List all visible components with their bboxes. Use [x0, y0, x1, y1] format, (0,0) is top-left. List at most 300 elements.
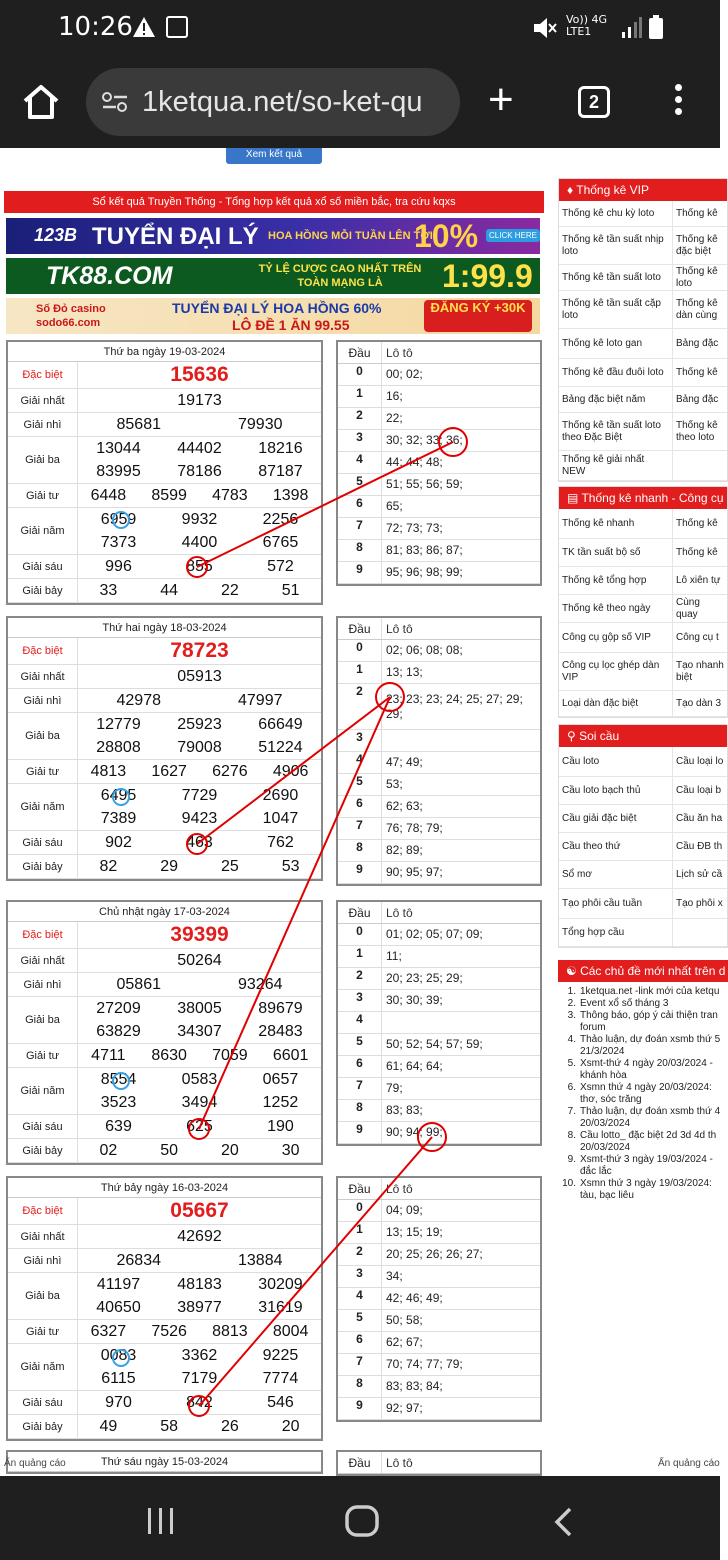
- back-icon[interactable]: [552, 1506, 576, 1538]
- prize-number: 3494: [181, 1094, 218, 1111]
- sidebar-link[interactable]: Thống kê tổng hợp: [559, 567, 673, 594]
- prize-number: 6327: [90, 1323, 127, 1340]
- topic-link[interactable]: Thảo luận, dự đoán xsmb thứ 5 21/3/2024: [580, 1034, 721, 1057]
- prize-number: 4400: [181, 534, 218, 551]
- loto-head-digit: 3: [338, 730, 382, 751]
- loto-head-digit: 9: [338, 1122, 382, 1143]
- result-date: Thứ bảy ngày 16-03-2024: [8, 1178, 321, 1198]
- prize-number: 6959: [100, 511, 137, 528]
- loto-numbers: 11;: [386, 949, 402, 963]
- sidebar-link[interactable]: Thống kê chu kỳ loto: [559, 201, 673, 226]
- prize-label: Đặc biệt: [8, 922, 78, 948]
- prize-number: 190: [267, 1118, 294, 1135]
- prize-number: 4711: [91, 1047, 126, 1064]
- sidebar-link[interactable]: Lịch sử cầ: [676, 868, 723, 880]
- prize-number: 546: [267, 1394, 294, 1411]
- system-nav-bar: [0, 1476, 720, 1560]
- prize-number: 1252: [262, 1094, 299, 1111]
- loto-numbers-label: Lô tô: [386, 906, 413, 920]
- sidebar-link[interactable]: Tạo phôi cầu tuần: [559, 889, 673, 918]
- prize-label: Giải tư: [8, 1320, 78, 1343]
- loto-head-digit: 3: [338, 1266, 382, 1287]
- prize-number: 0583: [181, 1071, 218, 1088]
- prize-label: Giải nhất: [8, 949, 78, 972]
- loto-head-digit: 5: [338, 1310, 382, 1331]
- prize-number: 05913: [177, 668, 222, 685]
- loto-head-digit: 5: [338, 1034, 382, 1055]
- loto-head-digit: 8: [338, 1100, 382, 1121]
- tab-switcher-button[interactable]: 2: [578, 86, 610, 118]
- loto-head-digit: 9: [338, 1398, 382, 1419]
- banner-cta: ĐĂNG KÝ +30K: [424, 300, 532, 332]
- loto-numbers: 20; 23; 25; 29;: [386, 971, 463, 985]
- prize-number: 66649: [258, 716, 303, 733]
- loto-head-digit: 6: [338, 1332, 382, 1353]
- topic-link[interactable]: 1ketqua.net -link mới của ketqu: [580, 986, 720, 997]
- prize-number: 4813: [90, 763, 127, 780]
- result-date: Thứ sáu ngày 15-03-2024: [8, 1452, 321, 1472]
- prize-number: 33: [99, 582, 118, 599]
- prize-number: 34307: [177, 1023, 222, 1040]
- prize-number: 02: [99, 1142, 118, 1159]
- prize-label: Đặc biệt: [8, 1198, 78, 1224]
- sidebar-link[interactable]: Bảng đặc: [676, 337, 719, 349]
- topics-title: ☯ Các chủ đề mới nhất trên d: [558, 960, 728, 982]
- loto-numbers: 76; 78; 79;: [386, 821, 443, 835]
- prize-number: 12779: [96, 716, 141, 733]
- loto-numbers: 50; 58;: [386, 1313, 423, 1327]
- loto-numbers: 81; 83; 86; 87;: [386, 543, 463, 557]
- sidebar-link[interactable]: Tạo nhanh biệt: [676, 659, 724, 683]
- sidebar-link[interactable]: Thống kê loto gan: [559, 329, 673, 358]
- prize-number: 93264: [238, 976, 283, 993]
- sidebar-link[interactable]: Bảng đặc: [676, 393, 719, 405]
- loto-numbers: 20; 25; 26; 26; 27;: [386, 1247, 483, 1261]
- prize-label: Giải tư: [8, 484, 78, 507]
- url-text: 1ketqua.net/so-ket-qu: [142, 86, 423, 118]
- loto-numbers-label: Lô tô: [386, 346, 413, 360]
- prize-label: Giải năm: [8, 784, 78, 830]
- topic-number: 8.: [567, 1130, 576, 1141]
- prize-number: 26834: [116, 1252, 161, 1269]
- prize-number: 83995: [96, 463, 141, 480]
- sidebar-link[interactable]: Thống kê tần suất cặp loto: [559, 291, 673, 328]
- sidebar-link[interactable]: Lô xiên tự: [676, 574, 721, 586]
- topic-link[interactable]: Xsmt-thứ 3 ngày 19/03/2024 - đắc lắc: [580, 1154, 713, 1177]
- sidebar-link[interactable]: Thống kê: [676, 207, 718, 219]
- prize-number: 1398: [272, 487, 309, 504]
- prize-number: 9932: [181, 511, 218, 528]
- prize-number: 7373: [100, 534, 137, 551]
- loto-head-digit: 8: [338, 840, 382, 861]
- prize-number: 05667: [170, 1199, 229, 1222]
- prize-label: Giải ba: [8, 437, 78, 483]
- loto-head-digit: 0: [338, 640, 382, 661]
- prize-number: 9423: [181, 810, 218, 827]
- loto-numbers: 44; 44; 48;: [386, 455, 443, 469]
- sidebar-link[interactable]: Thống kê theo loto: [676, 419, 718, 443]
- sidebar-link[interactable]: Thống kê nhanh: [559, 509, 673, 538]
- prize-number: 7774: [262, 1370, 299, 1387]
- loto-numbers: 90; 94; 99;: [386, 1125, 443, 1139]
- prize-number: 8813: [212, 1323, 248, 1340]
- prize-label: Giải nhất: [8, 389, 78, 412]
- red-connector-line: [197, 442, 453, 567]
- loto-numbers: 90; 95; 97;: [386, 865, 443, 879]
- prize-label: Giải năm: [8, 508, 78, 554]
- prize-number: 87187: [258, 463, 303, 480]
- prize-number: 20: [220, 1142, 239, 1159]
- prize-number: 625: [186, 1118, 213, 1135]
- page-header: Sổ kết quả Truyền Thống - Tổng hợp kết quả xổ số miền bắc, tra cứu kqxs: [4, 191, 544, 213]
- prize-number: 89679: [258, 1000, 303, 1017]
- status-bar: [0, 0, 720, 56]
- topic-number: 4.: [567, 1034, 576, 1045]
- loto-head-digit: 9: [338, 862, 382, 883]
- prize-number: 25923: [177, 716, 222, 733]
- topic-link[interactable]: Xsmt-thứ 4 ngày 20/03/2024 - khánh hòa: [580, 1058, 713, 1081]
- hide-ad-link-right[interactable]: Ẩn quảng cáo: [658, 1458, 720, 1469]
- loto-numbers: 92; 97;: [386, 1401, 423, 1415]
- loto-numbers: 47; 49;: [386, 755, 423, 769]
- red-connector-line: [199, 1137, 432, 1406]
- loto-numbers: 30; 32; 33; 36;: [386, 433, 463, 447]
- prize-number: 28483: [258, 1023, 303, 1040]
- prize-number: 7179: [181, 1370, 218, 1387]
- prize-number: 4783: [212, 487, 248, 504]
- prize-number: 4906: [272, 763, 309, 780]
- prize-number: 0083: [100, 1347, 137, 1364]
- banner-brand: Số Đỏ casino sodo66.com: [36, 303, 106, 329]
- prize-number: 39399: [170, 923, 229, 946]
- banner-text: TUYỂN ĐẠI LÝ: [92, 223, 259, 250]
- prize-number: 27209: [96, 1000, 141, 1017]
- banner-text: TUYỂN ĐẠI LÝ HOA HỒNG 60%: [172, 300, 382, 316]
- loto-numbers-label: Lô tô: [386, 1456, 413, 1470]
- loto-numbers: 61; 64; 64;: [386, 1059, 443, 1073]
- banner-brand: 123B: [34, 225, 78, 245]
- loto-numbers: 83; 83; 84;: [386, 1379, 443, 1393]
- sidebar-link[interactable]: Thống kê đầu đuôi loto: [559, 359, 673, 386]
- prize-number: 58: [160, 1418, 179, 1435]
- prize-number: 7526: [151, 1323, 187, 1340]
- prize-number: 79008: [177, 739, 222, 756]
- prize-label: Giải bảy: [8, 855, 78, 878]
- sidebar-link[interactable]: Sổ mơ: [559, 861, 673, 888]
- blue-circle-marker: [113, 1073, 129, 1089]
- loto-numbers: 42; 46; 49;: [386, 1291, 443, 1305]
- prize-label: Giải năm: [8, 1344, 78, 1390]
- prize-number: 42978: [116, 692, 161, 709]
- prize-number: 50264: [177, 952, 222, 969]
- prize-label: Giải tư: [8, 1044, 78, 1067]
- loto-numbers: 13; 13;: [386, 665, 423, 679]
- sidebar-link[interactable]: Công cụ t: [676, 631, 719, 643]
- loto-head-label: Đầu: [338, 1452, 382, 1473]
- sidebar-link[interactable]: Thống kê: [676, 517, 718, 529]
- prize-number: 0657: [262, 1071, 299, 1088]
- sidebar-link[interactable]: Tạo phôi x: [676, 897, 723, 909]
- hide-ad-link-left[interactable]: Ẩn quảng cáo: [4, 1458, 66, 1469]
- sidebar-link[interactable]: Cầu loại b: [676, 784, 722, 796]
- loto-numbers: 22;: [386, 411, 403, 425]
- banner-sub: LÔ ĐỀ 1 ĂN 99.55: [232, 317, 350, 333]
- site-settings-icon[interactable]: [102, 92, 128, 112]
- sidebar-link[interactable]: Cùng quay: [676, 596, 700, 620]
- prize-label: Giải nhì: [8, 689, 78, 712]
- sidebar-link[interactable]: Thống kê theo ngày: [559, 595, 673, 622]
- loto-head-digit: 1: [338, 946, 382, 967]
- prize-number: 6495: [100, 787, 137, 804]
- prize-number: 8004: [272, 1323, 309, 1340]
- loto-numbers: 02; 06; 08; 08;: [386, 643, 463, 657]
- annotation-overlay: [0, 148, 720, 1476]
- sidebar-link[interactable]: Thống kê tần suất nhịp loto: [559, 227, 673, 264]
- prize-number: 842: [186, 1394, 213, 1411]
- loto-numbers: 83; 83;: [386, 1103, 423, 1117]
- sidebar-link[interactable]: Cầu ĐB th: [676, 840, 723, 852]
- loto-head-digit: 9: [338, 562, 382, 583]
- sidebar-link[interactable]: Cầu theo thứ: [559, 833, 673, 860]
- loto-head-digit: 2: [338, 968, 382, 989]
- sidebar-link[interactable]: Loại dàn đặc biệt: [559, 691, 673, 716]
- prize-label: Giải năm: [8, 1068, 78, 1114]
- prize-number: 30209: [258, 1276, 303, 1293]
- loto-numbers-label: Lô tô: [386, 1182, 413, 1196]
- banner-brand: TK88.COM: [46, 262, 173, 290]
- loto-head-label: Đầu: [338, 618, 382, 639]
- loto-numbers: 95; 96; 98; 99;: [386, 565, 463, 579]
- sidebar-link[interactable]: Cầu giải đặc biệt: [559, 805, 673, 832]
- prize-number: 20: [281, 1418, 300, 1435]
- prize-label: Giải sáu: [8, 831, 78, 854]
- prize-number: 2256: [262, 511, 299, 528]
- result-date: Thứ ba ngày 19-03-2024: [8, 342, 321, 362]
- vip-stats-title: ♦ Thống kê VIP: [559, 179, 727, 201]
- loto-numbers: 82; 89;: [386, 843, 423, 857]
- banner-text: TỶ LỆ CƯỢC CAO NHẤT TRÊN TOÀN MẠNG LÀ: [258, 263, 422, 289]
- banner-sub: HOA HỒNG MỖI TUẦN LÊN TỚI: [268, 230, 433, 242]
- prize-number: 6765: [262, 534, 299, 551]
- prize-number: 18216: [258, 440, 303, 457]
- banner-big: 1:99.9: [442, 258, 533, 294]
- warning-icon: [132, 16, 156, 38]
- sidebar-link[interactable]: Tổng hợp cầu: [559, 919, 673, 946]
- prize-number: 7729: [181, 787, 218, 804]
- sidebar-link[interactable]: Bảng đặc biệt năm: [559, 387, 673, 412]
- topic-number: 7.: [567, 1106, 576, 1117]
- sidebar-link[interactable]: Thống kê loto: [676, 265, 718, 289]
- loto-numbers: 34;: [386, 1269, 403, 1283]
- loto-numbers: 30; 30; 39;: [386, 993, 443, 1007]
- red-markers: [187, 428, 467, 1416]
- prize-number: 30: [281, 1142, 300, 1159]
- prize-number: 51224: [258, 739, 303, 756]
- prize-number: 78723: [170, 639, 229, 662]
- loto-numbers: 70; 74; 77; 79;: [386, 1357, 463, 1371]
- sidebar-link[interactable]: TK tần suất bộ số: [559, 539, 673, 566]
- loto-head-digit: 0: [338, 1200, 382, 1221]
- loto-numbers: 72; 73; 73;: [386, 521, 443, 535]
- prize-number: 78186: [177, 463, 222, 480]
- sidebar-link[interactable]: Thống kê: [676, 366, 718, 378]
- topic-link[interactable]: Thảo luận, dự đoán xsmb thứ 4 20/03/2024: [580, 1106, 721, 1129]
- prize-number: 8554: [100, 1071, 137, 1088]
- prize-number: 05861: [116, 976, 161, 993]
- mute-icon: [532, 16, 558, 40]
- loto-head-digit: 2: [338, 1244, 382, 1265]
- loto-head-digit: 8: [338, 1376, 382, 1397]
- loto-numbers: 79;: [386, 1081, 403, 1095]
- loto-numbers: 00; 02;: [386, 367, 423, 381]
- red-connector-line: [197, 697, 390, 844]
- topic-link[interactable]: Event xổ số tháng 3: [580, 998, 669, 1009]
- blue-circle-marker: [113, 1350, 129, 1366]
- sidebar-link[interactable]: Thống kê đặc biệt: [676, 233, 718, 257]
- loto-head-label: Đầu: [338, 902, 382, 923]
- prize-number: 3523: [100, 1094, 137, 1111]
- sidebar-link[interactable]: Thống kê dàn cùng: [676, 297, 718, 321]
- loto-numbers: 51; 55; 56; 59;: [386, 477, 463, 491]
- prize-label: Giải ba: [8, 713, 78, 759]
- sidebar-link[interactable]: Thống kê tần suất loto theo Đặc Biệt: [559, 413, 673, 450]
- notification-icon: [166, 16, 188, 38]
- loto-head-label: Đầu: [338, 1178, 382, 1199]
- prize-label: Đặc biệt: [8, 638, 78, 664]
- topic-link[interactable]: Xsmn thứ 4 ngày 20/03/2024: thơ, sóc trăng: [580, 1082, 712, 1105]
- home-nav-icon[interactable]: [344, 1504, 380, 1538]
- prize-number: 44: [160, 582, 179, 599]
- topic-number: 9.: [567, 1154, 576, 1165]
- prize-number: 7059: [212, 1047, 248, 1064]
- prize-number: 31619: [258, 1299, 303, 1316]
- prize-label: Giải nhì: [8, 413, 78, 436]
- sidebar-link[interactable]: Công cụ lọc ghép dàn VIP: [559, 653, 673, 690]
- sidebar-link[interactable]: Thống kê tần suất loto: [559, 265, 673, 290]
- topic-number: 6.: [567, 1082, 576, 1093]
- prize-number: 48183: [177, 1276, 222, 1293]
- banner-cta: CLICK HERE: [486, 229, 540, 242]
- prize-number: 463: [186, 834, 213, 851]
- loto-head-digit: 1: [338, 662, 382, 683]
- prize-label: Giải nhất: [8, 1225, 78, 1248]
- address-bar[interactable]: [86, 68, 460, 136]
- loto-head-digit: 8: [338, 540, 382, 561]
- prize-number: 42692: [177, 1228, 222, 1245]
- prize-number: 44402: [177, 440, 222, 457]
- prize-number: 762: [267, 834, 294, 851]
- loto-numbers: 23; 23; 23; 24; 25; 27; 29; 29;: [386, 691, 523, 721]
- prize-number: 15636: [170, 363, 229, 386]
- topic-link[interactable]: Cầu lotto_ đặc biệt 2d 3d 4d th 20/03/2024: [580, 1130, 717, 1153]
- prize-number: 22: [220, 582, 239, 599]
- sidebar-link[interactable]: Cầu ăn ha: [676, 812, 723, 824]
- topic-number: 3.: [567, 1010, 576, 1021]
- loto-numbers: 53;: [386, 777, 403, 791]
- sidebar-link[interactable]: Cầu loto bạch thủ: [559, 777, 673, 804]
- recent-apps-icon[interactable]: [146, 1506, 176, 1536]
- prize-number: 970: [105, 1394, 132, 1411]
- loto-head-digit: 6: [338, 1056, 382, 1077]
- topic-number: 1.: [567, 986, 576, 997]
- prize-number: 8630: [151, 1047, 187, 1064]
- soi-cau-title: ⚲ Soi cầu: [559, 725, 727, 747]
- loto-numbers: 01; 02; 05; 07; 09;: [386, 927, 483, 941]
- prize-number: 6276: [212, 763, 248, 780]
- prize-number: 28808: [96, 739, 141, 756]
- prize-number: 25: [220, 858, 239, 875]
- prize-number: 38005: [177, 1000, 222, 1017]
- loto-head-digit: 4: [338, 752, 382, 773]
- signal-icon: [620, 16, 642, 38]
- prize-number: 3362: [181, 1347, 218, 1364]
- prize-number: 26: [220, 1418, 239, 1435]
- view-result-button[interactable]: Xem kết quả: [226, 148, 322, 164]
- prize-number: 6448: [90, 487, 127, 504]
- new-tab-button[interactable]: +: [488, 75, 514, 124]
- loto-numbers: 62; 63;: [386, 799, 423, 813]
- topic-number: 5.: [567, 1058, 576, 1069]
- prize-number: 85681: [116, 416, 161, 433]
- blue-markers: [113, 512, 129, 1366]
- result-date: Thứ hai ngày 18-03-2024: [8, 618, 321, 638]
- loto-head-digit: 7: [338, 518, 382, 539]
- banner-big: 10%: [414, 218, 479, 254]
- prize-number: 2690: [262, 787, 299, 804]
- loto-numbers: 62; 67;: [386, 1335, 423, 1349]
- loto-head-digit: 0: [338, 364, 382, 385]
- prize-number: 7389: [100, 810, 137, 827]
- loto-head-digit: 3: [338, 430, 382, 451]
- clock: 10:26: [58, 12, 133, 42]
- sidebar-link[interactable]: Cầu loại lo: [676, 755, 724, 767]
- sidebar-link[interactable]: Thống kê giải nhất NEW: [559, 451, 673, 480]
- more-menu-icon[interactable]: [672, 84, 684, 122]
- topic-link[interactable]: Thông báo, góp ý cải thiện tran forum: [580, 1010, 718, 1033]
- prize-number: 1627: [151, 763, 187, 780]
- sidebar-link[interactable]: Tạo dàn 3: [676, 697, 722, 709]
- loto-head-digit: 2: [338, 408, 382, 429]
- sidebar-link[interactable]: Thống kê: [676, 546, 718, 558]
- home-icon[interactable]: [22, 84, 60, 120]
- prize-label: Giải sáu: [8, 555, 78, 578]
- loto-head-digit: 1: [338, 1222, 382, 1243]
- prize-number: 82: [99, 858, 118, 875]
- loto-head-digit: 0: [338, 924, 382, 945]
- prize-number: 29: [160, 858, 179, 875]
- topic-link[interactable]: Xsmn thứ 3 ngày 19/03/2024: tàu, bạc liêu: [580, 1178, 712, 1201]
- sidebar-link[interactable]: Công cụ gộp số VIP: [559, 623, 673, 652]
- loto-head-digit: 4: [338, 1288, 382, 1309]
- prize-label: Giải sáu: [8, 1115, 78, 1138]
- sidebar-link[interactable]: Cầu loto: [559, 747, 673, 776]
- prize-label: Giải nhì: [8, 973, 78, 996]
- loto-head-digit: 7: [338, 818, 382, 839]
- prize-label: Giải nhì: [8, 1249, 78, 1272]
- prize-label: Giải tư: [8, 760, 78, 783]
- topic-number: 2.: [567, 998, 576, 1009]
- prize-number: 47997: [238, 692, 283, 709]
- result-date: Chủ nhật ngày 17-03-2024: [8, 902, 321, 922]
- loto-head-digit: 5: [338, 474, 382, 495]
- quick-stats-title: ▤ Thống kê nhanh - Công cụ: [559, 487, 727, 509]
- prize-number: 902: [105, 834, 132, 851]
- loto-head-digit: 7: [338, 1354, 382, 1375]
- prize-label: Giải bảy: [8, 1415, 78, 1438]
- prize-label: Giải ba: [8, 997, 78, 1043]
- topic-number: 10.: [562, 1178, 576, 1189]
- prize-label: Giải bảy: [8, 579, 78, 602]
